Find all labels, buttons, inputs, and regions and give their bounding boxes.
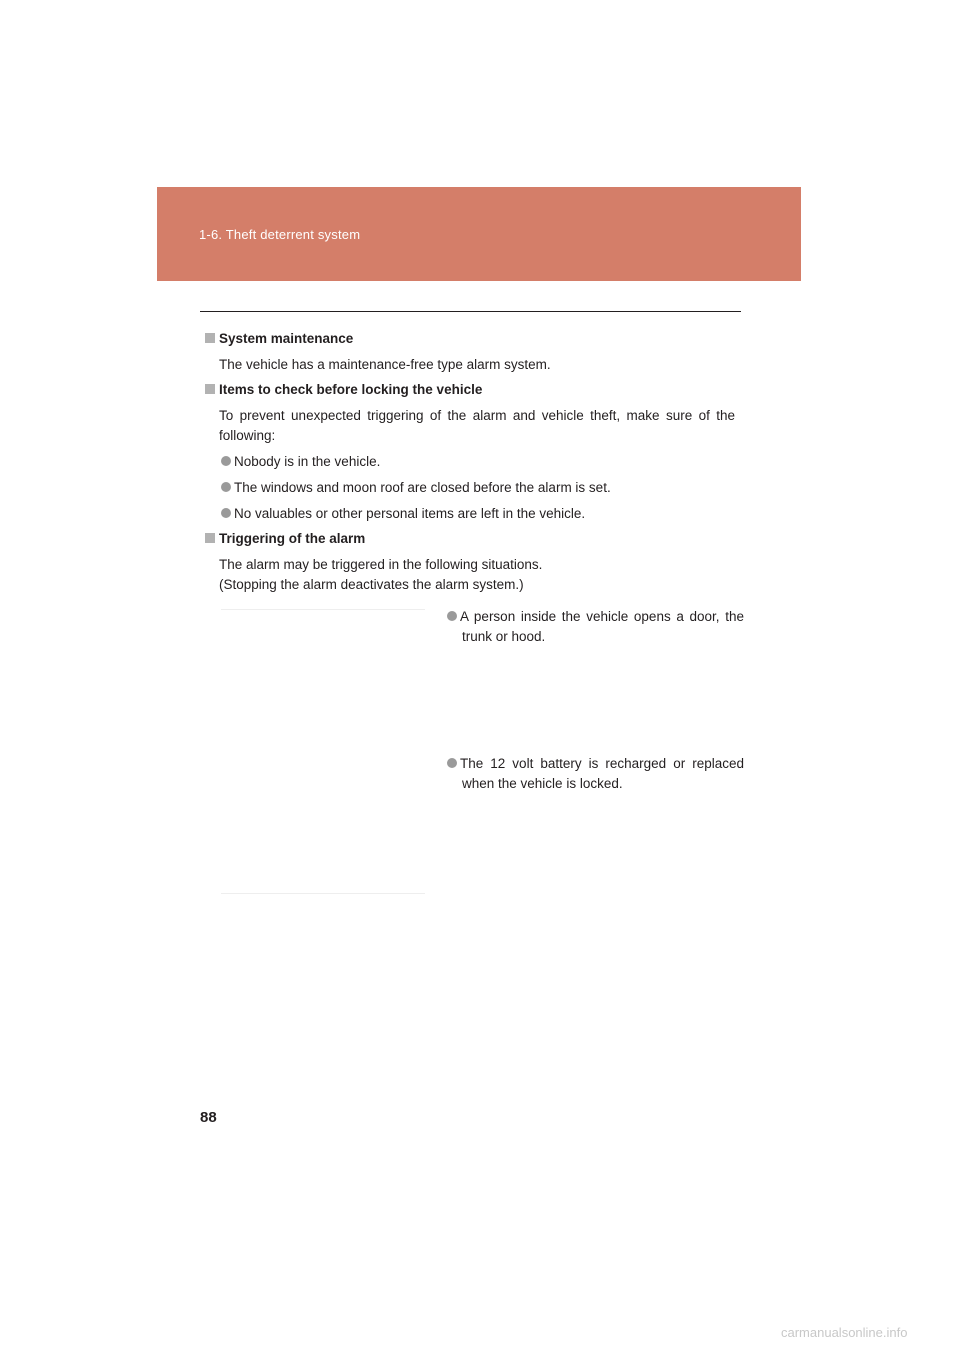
heading-triggering [205,530,365,548]
square-bullet-icon [205,333,215,343]
list-item: A person inside the vehicle opens a door, the trunk or hood. [447,607,744,647]
square-bullet-icon [205,533,215,543]
list-item: No valuables or other personal items are left in the vehicle. [221,504,585,524]
divider [200,311,741,312]
round-bullet-icon [447,758,457,768]
heading-system-maintenance [205,330,353,348]
header-band [157,187,801,281]
illustration-bottom-edge [221,893,425,894]
heading-text: Items to check before locking the vehicle [219,382,483,397]
round-bullet-icon [447,611,457,621]
body-text: The vehicle has a maintenance-free type alarm system. [219,357,551,372]
round-bullet-icon [221,456,231,466]
heading-text: Triggering of the alarm [219,531,366,546]
heading-items-to-check [205,381,482,399]
list-item: The windows and moon roof are closed before the alarm is set. [221,478,611,498]
list-item: The 12 volt battery is recharged or replaced when the vehicle is locked. [447,754,744,794]
heading-text: System maintenance [219,331,354,346]
body-text-line: (Stopping the alarm deactivates the alarm system.) [219,577,524,592]
illustration-top-edge [221,609,425,610]
section-title: 1-6. Theft deterrent system [199,227,361,242]
body-text-line: The alarm may be triggered in the following situations. [219,557,543,572]
watermark: carmanualsonline.info [781,1325,908,1340]
round-bullet-icon [221,482,231,492]
page-number: 88 [200,1109,217,1126]
body-text: To prevent unexpected triggering of the alarm and vehicle theft, make sure of the following: [219,408,735,443]
round-bullet-icon [221,508,231,518]
square-bullet-icon [205,384,215,394]
list-item: Nobody is in the vehicle. [221,452,380,472]
